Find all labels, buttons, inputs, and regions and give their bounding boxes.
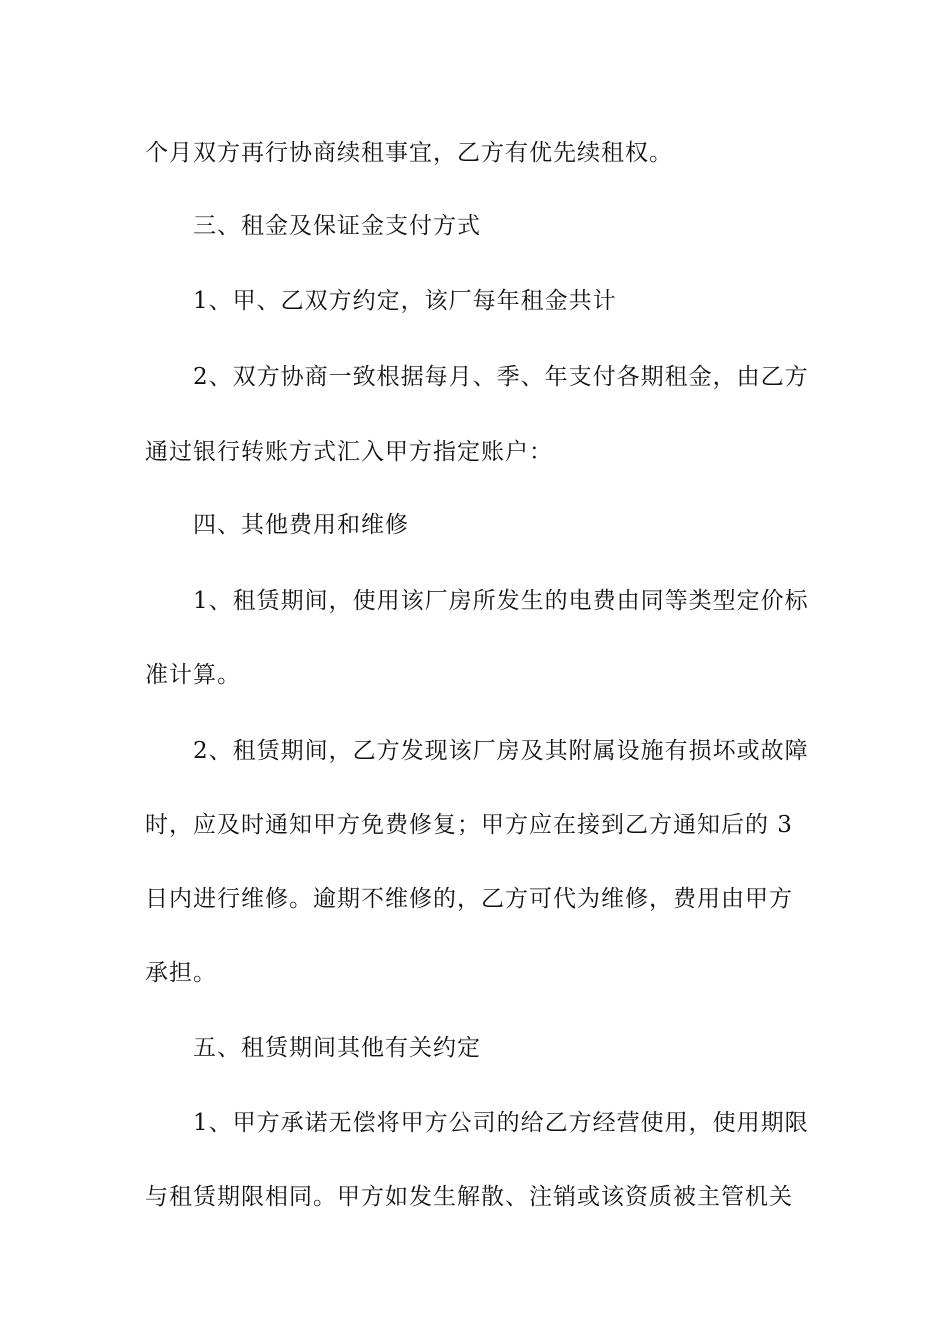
- text-line-15: 与租赁期限相同。甲方如发生解散、注销或该资质被主管机关: [145, 1184, 793, 1210]
- text-line-3: 1、甲、乙双方约定，该厂每年租金共计: [193, 288, 617, 314]
- section-heading-5: 五、租赁期间其他有关约定: [193, 1035, 481, 1061]
- section-heading-4: 四、其他费用和维修: [193, 512, 409, 538]
- text-line-5: 通过银行转账方式汇入甲方指定账户：: [145, 439, 553, 465]
- text-line-9: 2、租赁期间，乙方发现该厂房及其附属设施有损坏或故障: [193, 738, 809, 764]
- text-line-11: 日内进行维修。逾期不维修的，乙方可代为维修，费用由甲方: [145, 886, 793, 912]
- section-heading-3: 三、租金及保证金支付方式: [193, 213, 481, 239]
- text-line-1: 个月双方再行协商续租事宜，乙方有优先续租权。: [145, 140, 673, 166]
- text-line-14: 1、甲方承诺无偿将甲方公司的给乙方经营使用，使用期限: [193, 1110, 809, 1136]
- text-line-8: 准计算。: [145, 662, 241, 688]
- text-line-7: 1、租赁期间，使用该厂房所发生的电费由同等类型定价标: [193, 588, 809, 614]
- text-line-12: 承担。: [145, 960, 217, 986]
- text-line-4: 2、双方协商一致根据每月、季、年支付各期租金，由乙方: [193, 364, 809, 390]
- text-line-10: 时，应及时通知甲方免费修复；甲方应在接到乙方通知后的 3: [145, 812, 793, 838]
